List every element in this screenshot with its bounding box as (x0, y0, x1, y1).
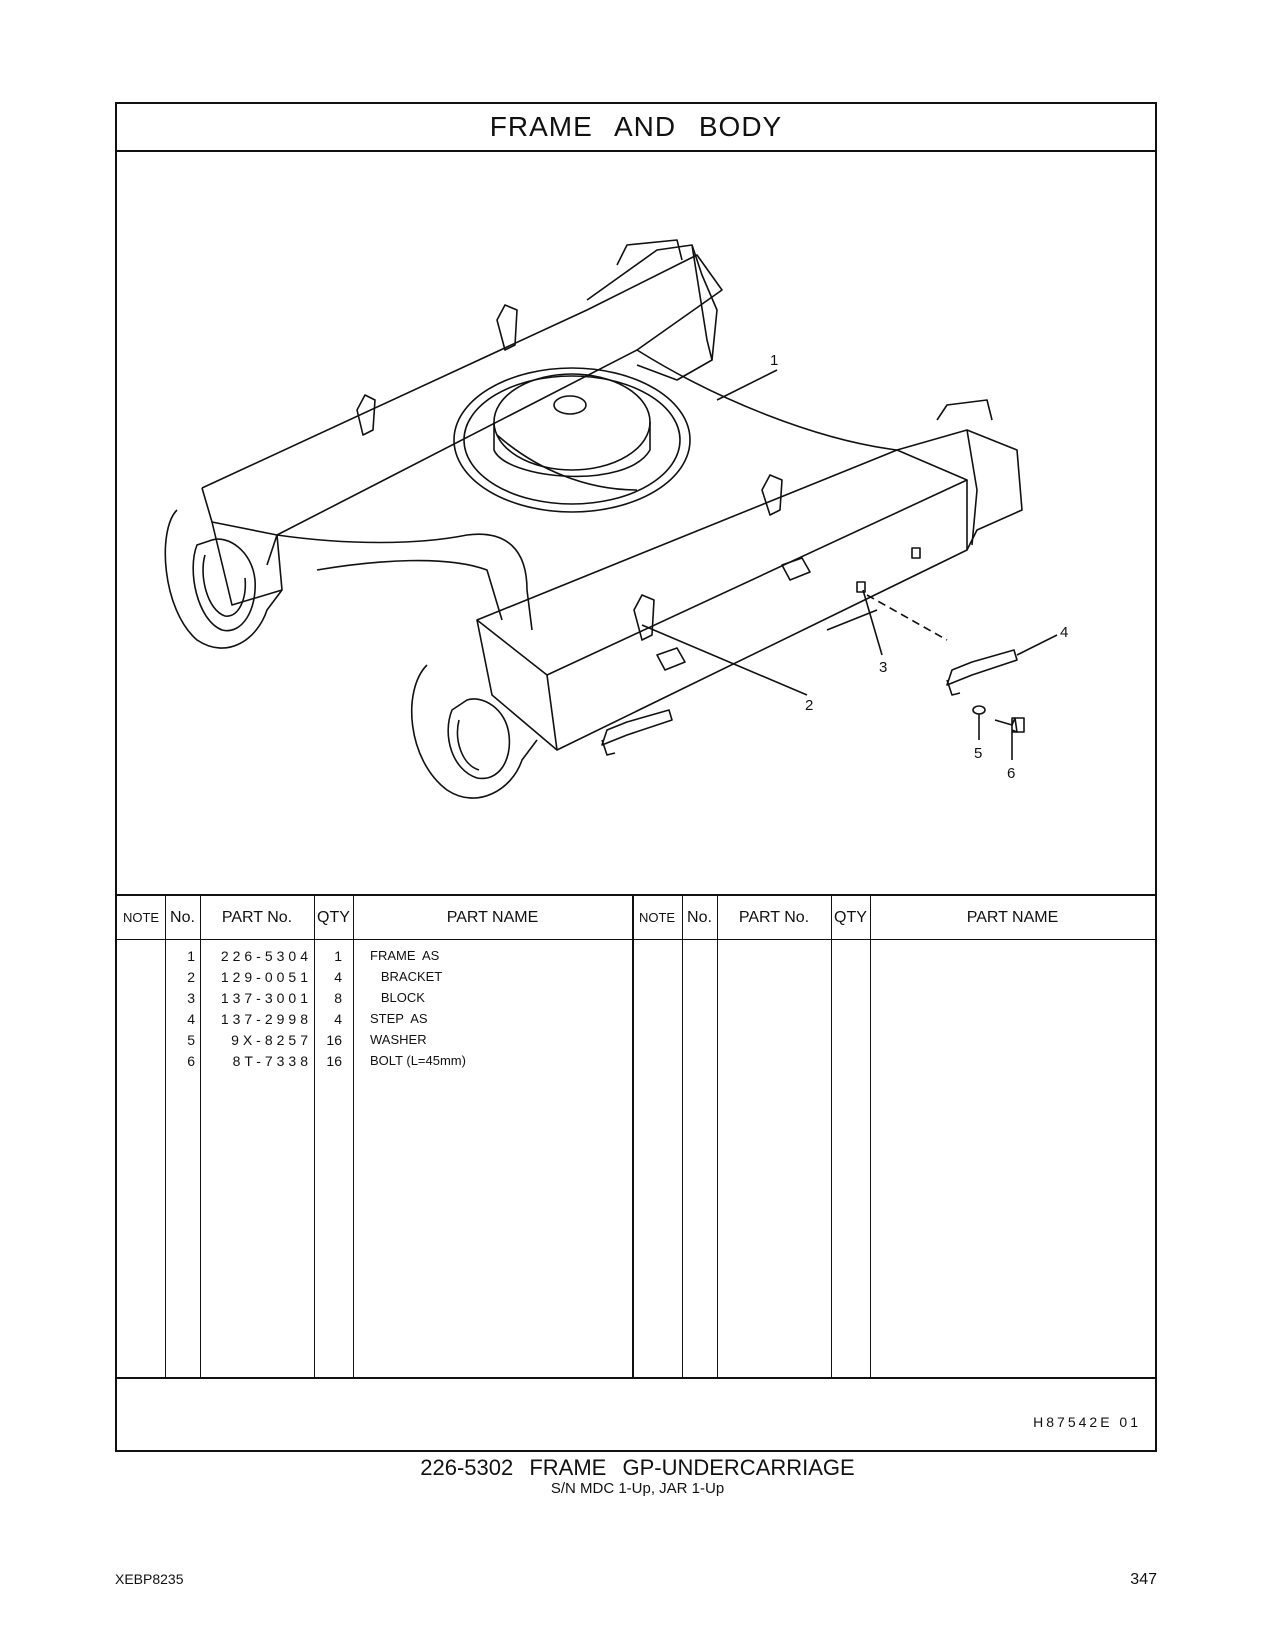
group-serial-range: S/N MDC 1-Up, JAR 1-Up (550, 1480, 725, 1497)
parts-table (117, 894, 1155, 1379)
header-part-name-right: PART NAME (966, 909, 1059, 926)
header-note: NOTE (122, 910, 160, 925)
page-title: FRAME AND BODY (117, 104, 1155, 152)
header-no: No. (170, 909, 195, 926)
table-row: 3 137-3001 8 BLOCK (187, 990, 425, 1006)
illustration-code: H87542E 01 (1033, 1414, 1141, 1430)
header-no-right: No. (687, 909, 712, 926)
document-id: XEBP8235 (115, 1571, 184, 1587)
callout-3: 3 (879, 659, 888, 676)
header-note-right: NOTE (638, 910, 676, 925)
table-row: 5 9X-8257 16 WASHER (187, 1032, 427, 1048)
parts-page-frame (115, 102, 1157, 1452)
table-row: 4 137-2998 4 STEP AS (187, 1011, 428, 1027)
callout-4: 4 (1060, 624, 1069, 641)
header-part-no: PART No. (221, 909, 293, 926)
callout-2: 2 (805, 697, 814, 714)
header-qty: QTY (317, 909, 350, 926)
group-title: 226-5302 FRAME GP-UNDERCARRIAGE (420, 1455, 855, 1480)
table-row: 6 8T-7338 16 BOLT (L=45mm) (187, 1053, 466, 1069)
frame-illustration (117, 150, 1155, 894)
table-row: 2 129-0051 4 BRACKET (187, 969, 443, 985)
callout-6: 6 (1007, 765, 1016, 782)
callout-5: 5 (974, 745, 983, 762)
header-part-name: PART NAME (446, 909, 539, 926)
callout-1: 1 (770, 352, 779, 369)
header-qty-right: QTY (834, 909, 867, 926)
undercarriage-frame-drawing (117, 150, 1155, 894)
page-number: 347 (1130, 1571, 1157, 1588)
header-part-no-right: PART No. (738, 909, 810, 926)
table-row: 1 226-5304 1 FRAME AS (187, 948, 440, 964)
